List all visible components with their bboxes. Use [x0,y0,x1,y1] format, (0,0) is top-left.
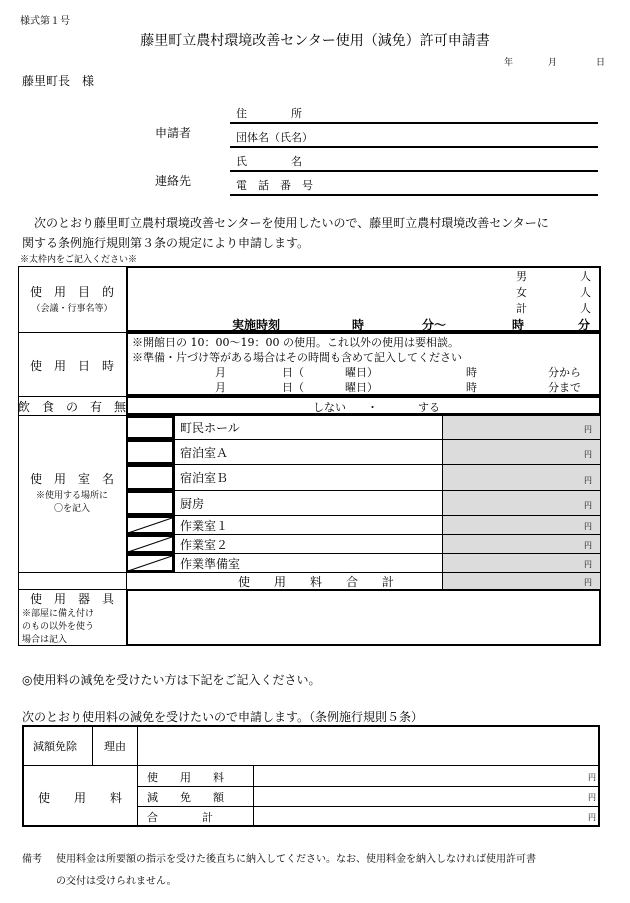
yen-room-b: 円 [584,476,592,485]
phone-line[interactable] [230,194,598,196]
total-persons-unit: 人 [580,302,591,315]
yen-work-2: 円 [584,541,592,550]
address-line[interactable] [230,122,598,124]
addressee: 藤里町長 様 [22,74,95,88]
from-month: 月 [215,366,226,379]
women-label: 女 [516,286,527,299]
remarks-label: 備考 [22,854,42,865]
fee-total-label: 使 用 料 合 計 [238,575,395,589]
room-name-hall: 町民ホール [180,421,240,435]
food-yes[interactable]: する [418,401,440,414]
reason-label: 理由 [104,740,126,753]
yen-total: 円 [584,578,592,587]
room-checkbox-room-b[interactable] [126,465,174,490]
reduction-total-field[interactable] [254,807,584,825]
yen-reduction-exempt: 円 [588,793,596,802]
form-number: 様式第１号 [20,16,70,27]
room-name-kitchen: 厨房 [180,497,205,511]
time-hour: 時 [352,318,365,332]
room-checkbox-work-1[interactable] [126,516,174,534]
intro-line-2: 関する条例施行規則第３条の規定により申請します。 [22,236,310,250]
food-label: 飲 食 の 有 無 [18,400,127,414]
room-checkbox-room-a[interactable] [126,440,174,464]
group-name-label: 団体名（氏名） [236,131,313,144]
room-name-work-1: 作業室１ [180,519,229,533]
reduction-fee-field[interactable] [254,767,584,785]
yen-room-a: 円 [584,450,592,459]
reduction-exempt-field[interactable] [254,787,584,805]
from-suffix: 分から [548,366,581,379]
equipment-note-2: のもの以外を使う [22,622,95,632]
yen-hall: 円 [584,425,592,434]
reason-field[interactable] [138,726,598,764]
equipment-note-3: 場合は記入 [22,635,68,645]
rooms-label: 使 用 室 名 [29,472,114,486]
reduction-notice: ◎使用料の減免を受けたい方は下記をご記入ください。 [22,673,321,687]
bold-frame-note: ※太枠内をご記入ください※ [20,255,138,265]
contact-name-line[interactable] [230,170,598,172]
contact-label: 連絡先 [155,174,192,188]
purpose-sub-label: （会議・行事名等） [31,304,113,314]
reduction-row-exempt: 減 免 額 [147,791,224,804]
contact-name-label: 氏 名 [236,155,302,168]
from-weekday: 曜日） [345,366,378,379]
reduction-row-fee: 使 用 料 [147,771,224,784]
total-shade [442,573,600,589]
rooms-note-1: ※使用する場所に [35,491,108,501]
yen-reduction-total: 円 [588,813,596,822]
food-field[interactable] [126,396,601,415]
intro-line-1: 次のとおり藤里町立農村環境改善センターを使用したいので、藤里町立農村環境改善センターに [34,216,549,230]
reduction-fee-label: 使 用 料 [38,791,123,805]
date-month: 月 [548,58,558,68]
yen-work-prep: 円 [584,560,592,569]
remarks-line-1: 使用料金は所要額の指示を受けた後直ちに納入してください。なお、使用料金を納入しなければ使用許可書 [56,854,536,865]
datetime-note-2: ※準備・片づけ等がある場合はその時間も含めて記入してください [132,351,462,364]
page-title: 藤里町立農村環境改善センター使用（減免）許可申請書 [140,33,490,49]
room-name-work-2: 作業室２ [180,538,229,552]
room-name-room-b: 宿泊室Ｂ [180,471,229,485]
equipment-label: 使 用 器 具 [29,592,114,606]
room-name-work-prep: 作業準備室 [180,557,241,571]
phone-label: 電 話 番 号 [236,179,313,192]
to-weekday: 曜日） [345,381,378,394]
room-checkbox-kitchen[interactable] [126,491,174,515]
time-hour-2: 時 [512,318,525,332]
room-checkbox-work-2[interactable] [126,535,174,553]
women-unit: 人 [580,286,591,299]
remarks-line-2: の交付は受けられません。 [56,876,177,887]
time-minute-from: 分〜 [422,318,447,332]
room-checkbox-work-prep[interactable] [126,554,174,572]
applicant-label: 申請者 [155,126,192,140]
yen-reduction-fee: 円 [588,773,596,782]
room-checkbox-hall[interactable] [126,416,174,439]
datetime-note-1: ※開館日の 10：00〜19：00 の使用。これ以外の使用は要相談。 [132,336,459,349]
yen-kitchen: 円 [584,501,592,510]
equipment-note-1: ※部屋に備え付け [22,609,95,619]
purpose-label: 使 用 目 的 [29,285,114,299]
reduction-intro: 次のとおり使用料の減免を受けたいので申請します。（条例施行規則５条） [22,710,424,724]
yen-work-1: 円 [584,522,592,531]
men-unit: 人 [580,270,591,283]
to-hour: 時 [466,381,477,394]
exemption-label: 減額免除 [33,740,77,753]
to-day: 日（ [282,381,304,394]
group-name-line[interactable] [230,146,598,148]
datetime-label: 使 用 日 時 [29,359,114,373]
time-minute: 分 [578,318,591,332]
date-year: 年 [504,58,514,68]
total-persons-label: 計 [516,302,527,315]
from-day: 日（ [282,366,304,379]
equipment-field[interactable] [126,589,601,646]
men-label: 男 [516,270,527,283]
reduction-row-total: 合 計 [147,811,213,824]
to-suffix: 分まで [548,381,581,394]
time-label: 実施時刻 [232,318,281,332]
rooms-note-2: 〇を記入 [53,504,90,514]
food-no[interactable]: しない [313,401,346,414]
from-hour: 時 [466,366,477,379]
food-separator: ・ [367,401,378,414]
to-month: 月 [215,381,226,394]
date-day: 日 [596,58,606,68]
room-name-room-a: 宿泊室Ａ [180,446,229,460]
address-label: 住 所 [236,107,302,120]
